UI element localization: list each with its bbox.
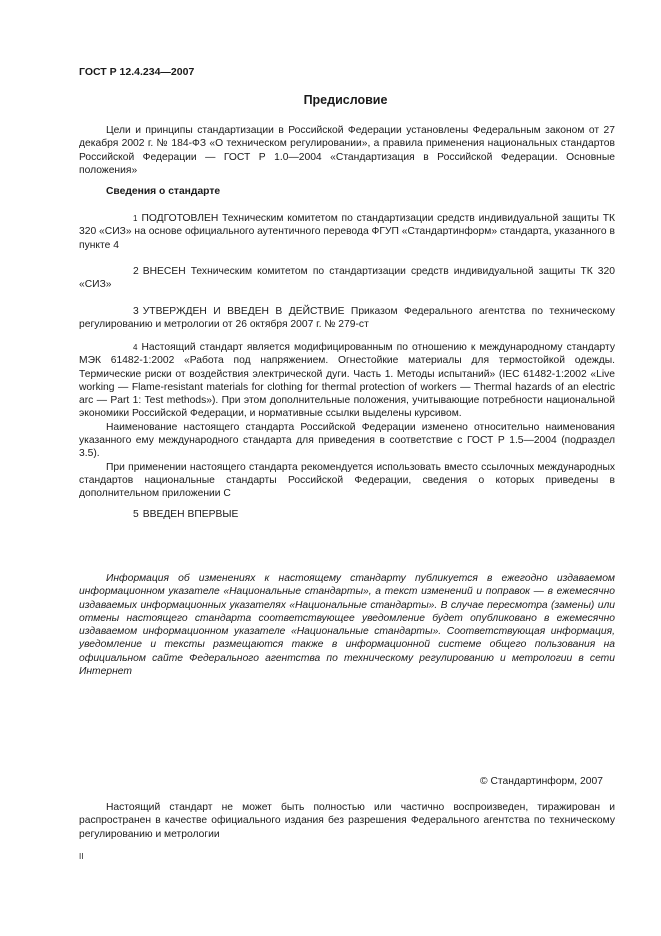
- intro-text: Цели и принципы стандартизации в Российской Федерации установлены Федеральным законом от 27 декабря 2002 г. № 184-ФЗ «О техническом регулировании», а правила применения национальных стандартов Российской Федерации — ГОСТ Р 1.0—2004 «Стандартизация в Российской Федерации. Основные положения»: [79, 125, 615, 176]
- references-paragraph: При применении настоящего стандарта рекомендуется использовать вместо ссылочных международных стандартов национальные стандарты Российской Федерации, сведения о которых приведены в дополнительном приложении С: [79, 461, 615, 500]
- item-text: Настоящий стандарт является модифицированным по отношению к международному стандарту МЭК 61482-1:2002 «Работа под напряжением. Огнестойкие материалы для термостойкой одежды. Термические риски от воздействия электрической дуги. Часть 1. Методы испытаний» (IEC 61482-1:2002 «Live working — Flame-resistant materials for clothing for thermal protection of workers — Thermal hazards of an electric arc — Part 1: Test methods»). При этом дополнительные положения, учитывающие потребности национальной экономики Российской Федерации, и нормативные ссылки выделены курсивом.: [79, 342, 615, 420]
- info-block: [79, 572, 615, 678]
- item-4: [79, 341, 615, 501]
- item-3: [79, 305, 615, 332]
- rename-paragraph: Наименование настоящего стандарта Российской Федерации изменено относительно наименования указанного ему международного стандарта для приведения в соответствие с ГОСТ Р 1.5—2004 (подраздел 3.5).: [79, 421, 615, 460]
- notice-text: Настоящий стандарт не может быть полностью или частично воспроизведен, тиражирован и распространен в качестве официального издания без разрешения Федерального агентства по техническому регулированию и метрологии: [79, 802, 615, 840]
- item-number: 2: [133, 266, 139, 277]
- item-2: [79, 265, 615, 292]
- item-text: УТВЕРЖДЕН И ВВЕДЕН В ДЕЙСТВИЕ Приказом Федерального агентства по техническому регулированию и метрологии от 26 октября 2007 г. № 279-ст: [79, 306, 615, 331]
- page-title: Предисловие: [303, 93, 388, 107]
- item-text: ВВЕДЕН ВПЕРВЫЕ: [142, 509, 239, 520]
- info-text: Информация об изменениях к настоящему стандарту публикуется в ежегодно издаваемом информационном указателе «Национальные стандарты», а текст изменений и поправок — в ежемесячно издаваемых информационных указателях «Национальные стандарты». В случае пересмотра (замены) или отмены настоящего стандарта соответствующее уведомление будет опубликовано в ежемесячно издаваемом информационном указателе «Национальные стандарты». Соответствующая информация, уведомление и тексты размещаются также в информационной системе общего пользования на официальном сайте Федерального агентства по техническому регулированию и метрологии в сети Интернет: [79, 573, 615, 678]
- intro-paragraph: [79, 124, 615, 177]
- item-5: [79, 508, 615, 521]
- item-number: 5: [133, 509, 139, 520]
- item-number: 1: [133, 214, 138, 223]
- reproduction-notice: [79, 801, 615, 841]
- page-number: II: [79, 852, 84, 861]
- item-text: ПОДГОТОВЛЕН Техническим комитетом по стандартизации средств индивидуальной защиты ТК 320 «СИЗ» на основе официального аутентичного перевода ФГУП «Стандартинформ» стандарта, указанного в пункте 4: [79, 213, 615, 251]
- standard-code-header: ГОСТ Р 12.4.234—2007: [79, 66, 195, 78]
- item-number: 3: [133, 306, 139, 317]
- item-number: 4: [133, 343, 138, 352]
- item-1: [79, 212, 615, 252]
- item-text: ВНЕСЕН Техническим комитетом по стандартизации средств индивидуальной защиты ТК 320 «СИЗ»: [79, 266, 615, 291]
- copyright: © Стандартинформ, 2007: [480, 776, 603, 787]
- section-heading: Сведения о стандарте: [106, 186, 221, 197]
